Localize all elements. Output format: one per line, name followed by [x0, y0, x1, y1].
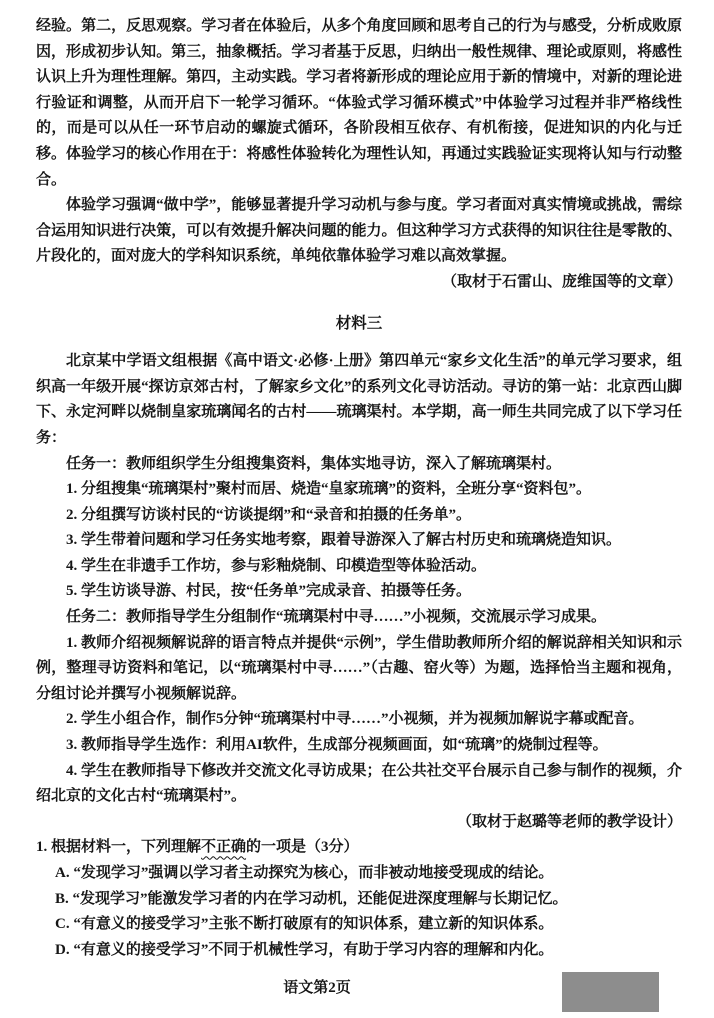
task-one-item-3: 3. 学生带着问题和学习任务实地考察，跟着导游深入了解古村历史和琉璃烧造知识。 [66, 532, 622, 549]
material-three-heading: 材料三 [335, 314, 383, 332]
question-1-stem-after: 的一项是（3分） [246, 839, 359, 856]
task-one-item-5: 5. 学生访谈导游、村民，按“任务单”完成录音、拍摄等任务。 [66, 583, 472, 600]
question-1-stem [36, 835, 682, 861]
page-footer-label: 语文第2页 [283, 980, 351, 996]
task-two-item-2: 2. 学生小组合作，制作5分钟“琉璃渠村中寻……”小视频，并为视频加解说字幕或配音。 [66, 711, 644, 728]
task-two-title: 任务二：教师指导学生分组制作“琉璃渠村中寻……”小视频，交流展示学习成果。 [66, 609, 607, 626]
task-one-item-2: 2. 分组撰写访谈村民的“访谈提纲”和“录音和拍摄的任务单”。 [66, 506, 472, 523]
question-1-stem-before: 1. 根据材料一，下列理解 [36, 839, 202, 856]
question-1-option-b: B. “发现学习”能激发学习者的内在学习动机，还能促进深度理解与长期记忆。 [55, 890, 568, 907]
paragraph-learning-by-doing: 体验学习强调“做中学”，能够显著提升学习动机与参与度。学习者面对真实情境或挑战，需综合运用知识进行决策，可以有效提升解决问题的能力。但这种学习方式获得的知识往往是零散的、片段化的，面对庞大的学科知识系统，单纯依靠体验学习难以高效掌握。 [36, 197, 682, 265]
attribution-material-two: （取材于石雷山、庞维国等的文章） [441, 273, 682, 290]
exam-text-block [36, 14, 682, 963]
question-1-option-c: C. “有意义的接受学习”主张不断打破原有的知识体系，建立新的知识体系。 [55, 916, 554, 933]
paragraph-experiential-cycle: 经验。第二，反思观察。学习者在体验后，从多个角度回顾和思考自己的行为与感受，分析成败原因，形成初步认知。第三，抽象概括。学习者基于反思，归纳出一般性规律、理论或原则，将感性认识上升为理性理解。第四，主动实践。学习者将新形成的理论应用于新的情境中，对新的理论进行验证和调整，从而开启下一轮学习循环。“体验式学习循环模式”中体验学习过程并非严格线性的，而是可以从任一环节启动的螺旋式循环，各阶段相互依存、有机衔接，促进知识的内化与迁移。体验学习的核心作用在于：将感性体验转化为理性认知，再通过实践验证实现将认知与行动整合。 [36, 18, 682, 188]
attribution-material-three: （取材于赵璐等老师的教学设计） [456, 813, 682, 830]
question-1-option-d: D. “有意义的接受学习”不同于机械性学习，有助于学习内容的理解和内化。 [55, 941, 554, 958]
gray-redaction-box [562, 972, 659, 1012]
question-1-option-a: A. “发现学习”强调以学习者主动探究为核心，而非被动地接受现成的结论。 [55, 865, 554, 881]
task-two-item-3: 3. 教师指导学生选作：利用AI软件，生成部分视频画面，如“琉璃”的烧制过程等。 [66, 737, 608, 754]
task-one-item-4: 4. 学生在非遗手工作坊，参与彩釉烧制、印模造型等体验活动。 [66, 557, 487, 574]
task-one-item-1: 1. 分组搜集“琉璃渠村”聚村而居、烧造“皇家琉璃”的资料，全班分享“资料包”。 [66, 481, 592, 498]
task-two-item-4: 4. 学生在教师指导下修改并交流文化寻访成果；在公共社交平台展示自己参与制作的视频，介绍北京的文化古村“琉璃渠村”。 [36, 762, 682, 805]
question-1-stem-emphasis: 不正确 [201, 839, 247, 856]
task-one-title: 任务一：教师组织学生分组搜集资料，集体实地寻访，深入了解琉璃渠村。 [66, 455, 562, 472]
paragraph-liuliqu-intro: 北京某中学语文组根据《高中语文·必修·上册》第四单元“家乡文化生活”的单元学习要求，组织高一年级开展“探访京郊古村，了解家乡文化”的系列文化寻访活动。寻访的第一站：北京西山脚下、永定河畔以烧制皇家琉璃闻名的古村——琉璃渠村。本学期，高一师生共同完成了以下学习任务： [36, 353, 682, 446]
task-two-item-1: 1. 教师介绍视频解说辞的语言特点并提供“示例”，学生借助教师所介绍的解说辞相关知识和示例，整理寻访资料和笔记，以“琉璃渠村中寻……”（古趣、窑火等）为题，选择恰当主题和视角，分组讨论并撰写小视频解说辞。 [36, 634, 682, 702]
